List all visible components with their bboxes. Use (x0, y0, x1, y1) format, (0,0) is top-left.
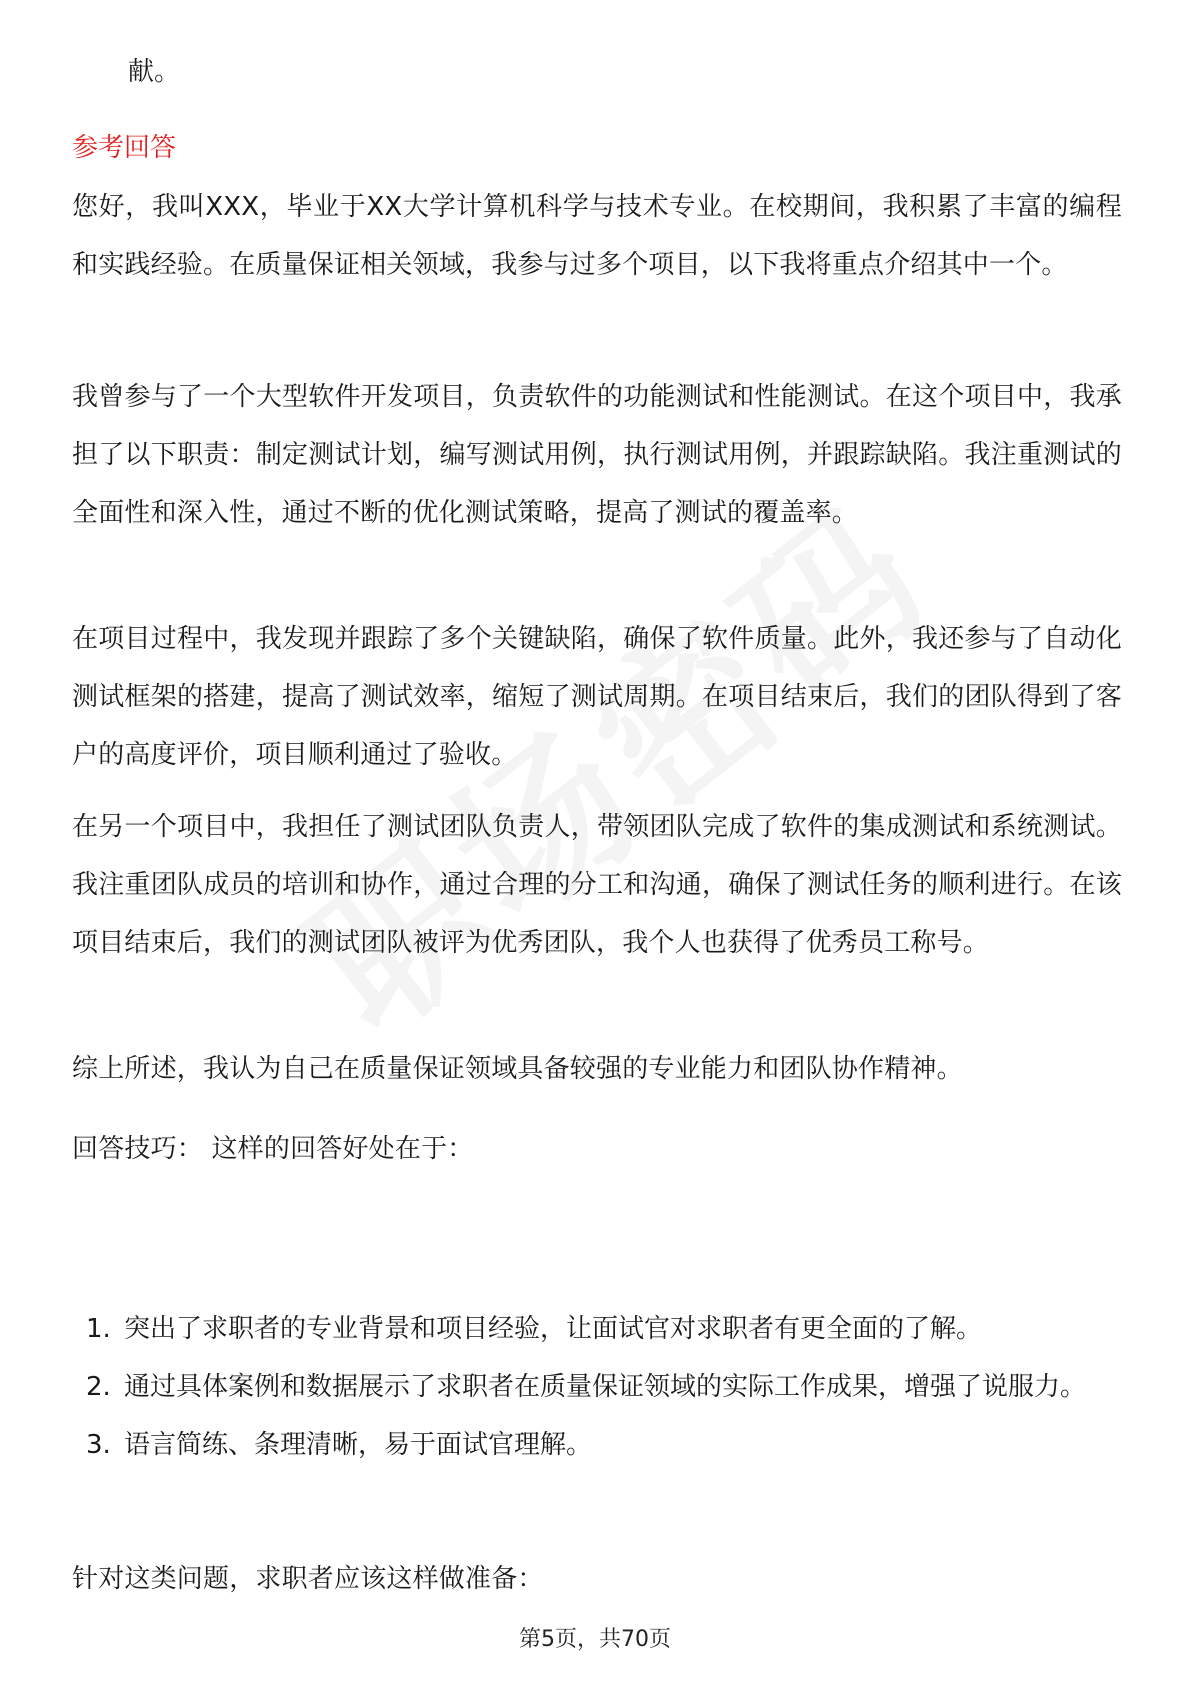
list-number: 1. (86, 1314, 111, 1344)
page-footer: 第5页，共70页 (519, 1627, 671, 1652)
list-item (72, 1358, 1122, 1416)
list-item (72, 1416, 1122, 1474)
section-title: 参考回答 (72, 133, 177, 163)
continuation-text: 献。 (128, 57, 181, 87)
list-number: 3. (86, 1430, 111, 1460)
tips-heading: 回答技巧： 这样的回答好处在于： (72, 1134, 474, 1164)
closing-text: 针对这类问题，求职者应该这样做准备： (72, 1564, 544, 1594)
paragraph-project-results: 在项目过程中，我发现并跟踪了多个关键缺陷，确保了软件质量。此外，我还参与了自动化测试框架的搭建，提高了测试效率，缩短了测试周期。在项目结束后，我们的团队得到了客户的高度评价，项目顺利通过了验收。 (72, 624, 1122, 770)
paragraph-intro: 您好，我叫XXX，毕业于XX大学计算机科学与技术专业。在校期间，我积累了丰富的编程和实践经验。在质量保证相关领域，我参与过多个项目，以下我将重点介绍其中一个。 (72, 192, 1122, 280)
paragraph-project-two: 在另一个项目中，我担任了测试团队负责人，带领团队完成了软件的集成测试和系统测试。我注重团队成员的培训和协作，通过合理的分工和沟通，确保了测试任务的顺利进行。在该项目结束后，我们的测试团队被评为优秀团队，我个人也获得了优秀员工称号。 (72, 812, 1122, 958)
paragraph-summary: 综上所述，我认为自己在质量保证领域具备较强的专业能力和团队协作精神。 (72, 1054, 963, 1084)
list-item (72, 1300, 1122, 1358)
list-item-text: 语言简练、条理清晰，易于面试官理解。 (124, 1430, 593, 1460)
tips-list (72, 1300, 1122, 1474)
list-item-text: 通过具体案例和数据展示了求职者在质量保证领域的实际工作成果，增强了说服力。 (124, 1372, 1087, 1402)
paragraph-project-one: 我曾参与了一个大型软件开发项目，负责软件的功能测试和性能测试。在这个项目中，我承担了以下职责：制定测试计划，编写测试用例，执行测试用例，并跟踪缺陷。我注重测试的全面性和深入性，通过不断的优化测试策略，提高了测试的覆盖率。 (72, 382, 1122, 528)
list-number: 2. (86, 1372, 111, 1402)
list-item-text: 突出了求职者的专业背景和项目经验，让面试官对求职者有更全面的了解。 (124, 1314, 983, 1344)
